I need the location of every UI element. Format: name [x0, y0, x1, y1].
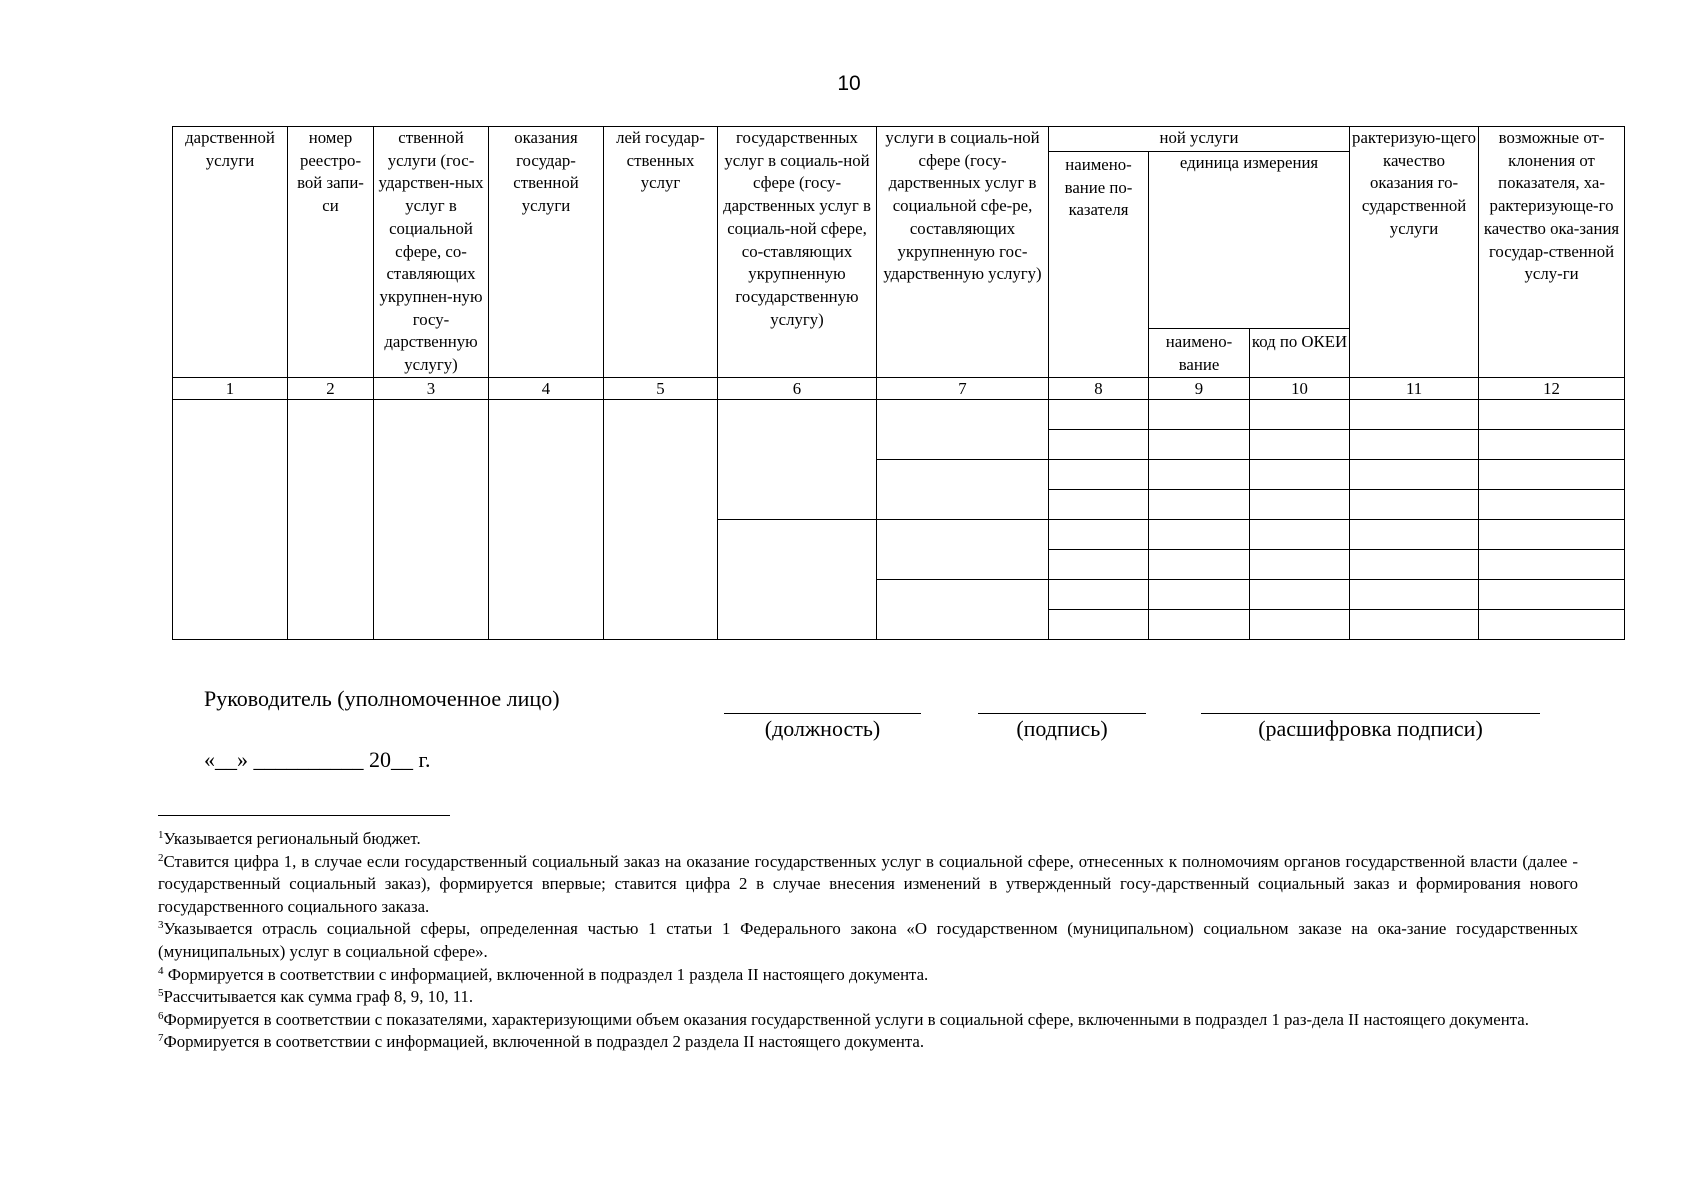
empty-cell [288, 399, 374, 639]
empty-cell [1350, 549, 1479, 579]
column-number: 12 [1479, 377, 1625, 399]
empty-cell [1250, 429, 1350, 459]
empty-cell [374, 399, 489, 639]
footnote-mark: 3 [158, 919, 164, 932]
empty-cell [489, 399, 604, 639]
footnote-text: Ставится цифра 1, в случае если государственный социальный заказ на оказание государственных услуг в социальной сфере, отнесенных к полномочиям органов государственной власти (далее - государственный социальный заказ), формируется впервые; ставится цифра 2 в случае внесения изменений в утвержденный госу-дарственный социальный заказ и формирования нового государственного социального заказа. [158, 851, 1578, 916]
column-number: 6 [718, 377, 877, 399]
empty-cell [1350, 489, 1479, 519]
empty-cell [1250, 399, 1350, 429]
empty-cell [1049, 519, 1149, 549]
empty-cell [1149, 489, 1250, 519]
position-caption: (должность) [764, 716, 881, 741]
empty-cell [1049, 399, 1149, 429]
footnote-mark: 7 [158, 1032, 164, 1045]
footnote [158, 918, 1578, 963]
empty-cell [1049, 489, 1149, 519]
footnote-text: Формируется в соответствии с показателями, характеризующими объем оказания государственной услуги в социальной сфере, включенными в подраздел 1 раз-дела II настоящего документа. [163, 1009, 1529, 1029]
empty-cell [877, 579, 1049, 639]
empty-cell [1479, 489, 1625, 519]
empty-cell [1479, 519, 1625, 549]
footnote [158, 1031, 1578, 1054]
column-number: 3 [374, 377, 489, 399]
empty-cell [1149, 399, 1250, 429]
header-cell-2: номер реестро-вой запи-си [288, 127, 374, 378]
header-group-8-10: ной услуги [1049, 127, 1350, 152]
empty-cell [877, 459, 1049, 519]
empty-cell [1149, 609, 1250, 639]
empty-cell [1350, 579, 1479, 609]
footnote [158, 851, 1578, 919]
empty-cell [1479, 399, 1625, 429]
empty-cell [1250, 579, 1350, 609]
header-cell-5: лей государ-ственных услуг [604, 127, 718, 378]
empty-cell [1250, 609, 1350, 639]
column-number: 10 [1250, 377, 1350, 399]
footnote-mark: 2 [158, 851, 164, 864]
header-cell-1: дарственной услуги [173, 127, 288, 378]
decode-line [1201, 713, 1540, 714]
empty-cell [1149, 519, 1250, 549]
decode-caption: (расшифровка подписи) [1258, 716, 1483, 741]
footnote-mark: 6 [158, 1009, 164, 1022]
empty-cell [1049, 459, 1149, 489]
column-number: 11 [1350, 377, 1479, 399]
signature-line [978, 713, 1146, 714]
empty-cell [1479, 459, 1625, 489]
empty-cell [1250, 549, 1350, 579]
header-cell-9: наимено-вание [1149, 329, 1250, 377]
header-cell-3: ственной услуги (гос-ударствен-ных услуг в социальной сфере, со-ставляющих укрупнен-ную госу-дарственную услугу) [374, 127, 489, 378]
footnote-mark: 4 [158, 964, 164, 977]
header-cell-4: оказания государ-ственной услуги [489, 127, 604, 378]
column-number: 5 [604, 377, 718, 399]
signature-caption: (подпись) [1016, 716, 1108, 741]
footnote [158, 828, 1578, 851]
footnote [158, 986, 1578, 1009]
header-cell-6: государственных услуг в социаль-ной сфере (госу-дарственных услуг в социаль-ной сфере, со-ставляющих укрупненную государственную услугу) [718, 127, 877, 378]
footnote-text: Указывается отрасль социальной сферы, определенная частью 1 статьи 1 Федерального закона «О государственном (муниципальном) социальном заказе на ока-зание государственных (муниципальных) услуг в социальной сфере». [158, 919, 1578, 961]
footnote [158, 964, 1578, 987]
empty-cell [1479, 609, 1625, 639]
empty-cell [1149, 579, 1250, 609]
header-cell-8: наимено-вание по-казателя [1049, 152, 1149, 378]
position-line [724, 713, 921, 714]
empty-cell [1049, 609, 1149, 639]
header-cell-11: рактеризую-щего качество оказания го-сударственной услуги [1350, 127, 1479, 378]
footnote-text: Рассчитывается как сумма граф 8, 9, 10, 11. [163, 987, 474, 1007]
service-table [172, 126, 1625, 640]
empty-cell [1250, 519, 1350, 549]
empty-cell [718, 399, 877, 519]
column-number: 2 [288, 377, 374, 399]
empty-cell [1149, 459, 1250, 489]
empty-cell [1149, 549, 1250, 579]
empty-cell [1350, 399, 1479, 429]
footnote-mark: 5 [158, 987, 164, 1000]
footnotes [158, 828, 1578, 1054]
column-number: 7 [877, 377, 1049, 399]
header-row [173, 127, 1625, 152]
empty-cell [877, 399, 1049, 459]
empty-cell [1250, 489, 1350, 519]
page-number: 10 [837, 72, 861, 95]
empty-cell [1479, 579, 1625, 609]
footnote-text: Формируется в соответствии с информацией, включенной в подраздел 2 раздела II настоящего документа. [163, 1032, 925, 1052]
column-number: 9 [1149, 377, 1250, 399]
empty-cell [1049, 549, 1149, 579]
column-number: 8 [1049, 377, 1149, 399]
empty-cell [1250, 459, 1350, 489]
empty-cell [1350, 519, 1479, 549]
header-unit-group: единица измерения [1149, 152, 1350, 329]
empty-cell [718, 519, 877, 639]
footnote-separator [158, 815, 450, 816]
empty-cell [1479, 549, 1625, 579]
empty-cell [1049, 579, 1149, 609]
empty-cell [1049, 429, 1149, 459]
empty-cell [604, 399, 718, 639]
column-number: 1 [173, 377, 288, 399]
column-number: 4 [489, 377, 604, 399]
empty-cell [1479, 429, 1625, 459]
footnote-text: Указывается региональный бюджет. [163, 829, 421, 848]
footnote [158, 1009, 1578, 1032]
header-cell-7: услуги в социаль-ной сфере (госу-дарственных услуг в социальной сфе-ре, составляющих укрупненную гос-ударственную услугу) [877, 127, 1049, 378]
empty-cell [173, 399, 288, 639]
header-cell-10: код по ОКЕИ [1250, 329, 1350, 377]
signature-label: Руководитель (уполномоченное лицо) [204, 686, 560, 711]
empty-cell [1350, 429, 1479, 459]
empty-cell [1350, 609, 1479, 639]
column-number-row [173, 377, 1625, 399]
header-cell-12: возможные от-клонения от показателя, ха-рактеризующе-го качество ока-зания государ-ственной услу-ги [1479, 127, 1625, 378]
empty-cell [877, 519, 1049, 579]
footnote-text: Формируется в соответствии с информацией, включенной в подраздел 1 раздела II настоящего документа. [163, 964, 929, 984]
empty-cell [1149, 429, 1250, 459]
date-line: «__» __________ 20__ г. [204, 747, 431, 772]
footnote-mark: 1 [158, 829, 164, 841]
table-row [173, 399, 1625, 429]
empty-cell [1350, 459, 1479, 489]
